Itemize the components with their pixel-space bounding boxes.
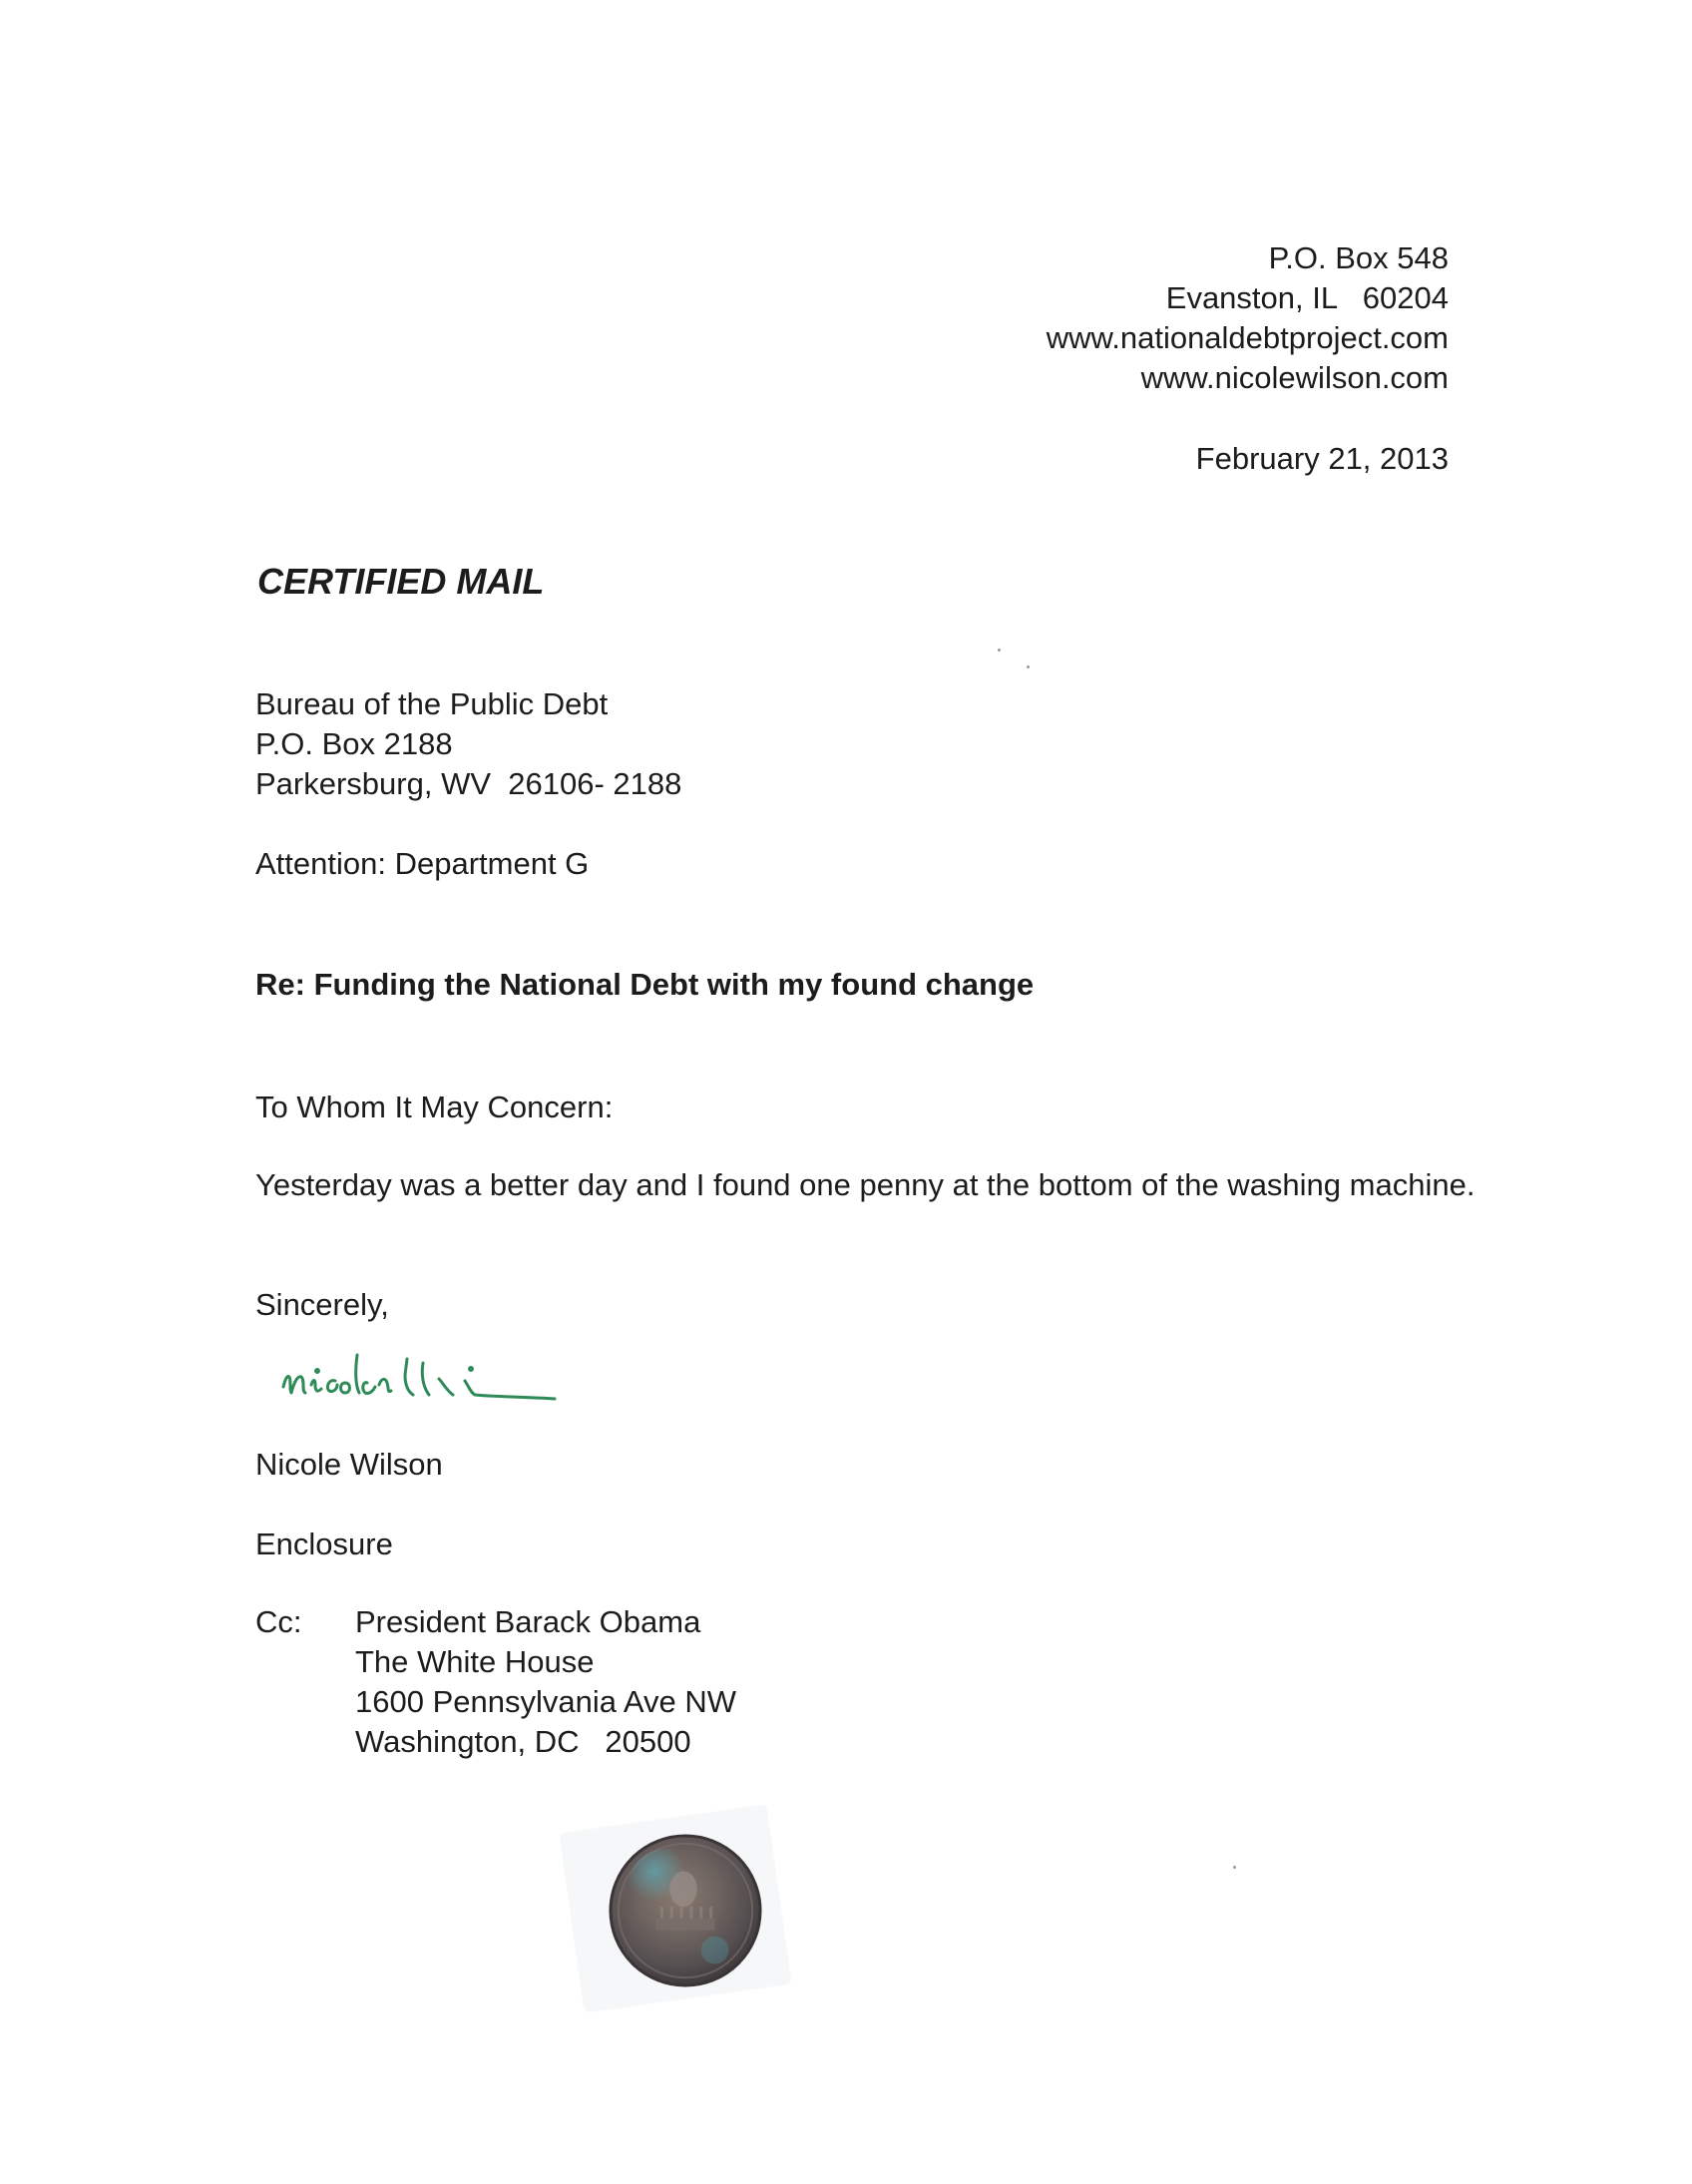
sender-city-state-zip: Evanston, IL 60204 — [1165, 280, 1449, 315]
enclosure-label: Enclosure — [255, 1527, 393, 1561]
attention-line: Attention: Department G — [255, 846, 590, 881]
sender-website-national-debt-project: www.nationaldebtproject.com — [1046, 320, 1449, 355]
cc-city-state-zip: Washington, DC 20500 — [355, 1724, 691, 1759]
scan-speck — [998, 649, 1001, 652]
recipient-name: Bureau of the Public Debt — [255, 686, 609, 721]
signer-name: Nicole Wilson — [255, 1447, 443, 1482]
scan-speck — [1027, 665, 1030, 668]
cc-label: Cc: — [255, 1604, 302, 1639]
recipient-address-block — [255, 684, 681, 804]
recipient-city-state-zip: Parkersburg, WV 26106- 2188 — [255, 766, 682, 801]
closing: Sincerely, — [255, 1287, 389, 1322]
subject-line: Re: Funding the National Debt with my found change — [255, 967, 1035, 1002]
cc-street: 1600 Pennsylvania Ave NW — [355, 1684, 736, 1719]
cc-name: President Barack Obama — [355, 1604, 701, 1639]
letter-body: Yesterday was a better day and I found one penny at the bottom of the washing machine. — [255, 1167, 1476, 1202]
sender-website-nicole-wilson: www.nicolewilson.com — [1140, 360, 1449, 395]
cc-building: The White House — [355, 1644, 595, 1679]
recipient-po-box: P.O. Box 2188 — [255, 726, 453, 761]
certified-mail-heading: CERTIFIED MAIL — [257, 561, 545, 602]
penny-icon — [607, 1832, 764, 1989]
sender-po-box: P.O. Box 548 — [1268, 240, 1449, 275]
sender-address-block — [1047, 238, 1449, 398]
salutation: To Whom It May Concern: — [255, 1090, 614, 1124]
handwritten-signature — [275, 1335, 634, 1415]
scan-speck — [1233, 1866, 1236, 1869]
cc-address-block — [355, 1602, 736, 1762]
letter-date: February 21, 2013 — [1195, 441, 1449, 476]
